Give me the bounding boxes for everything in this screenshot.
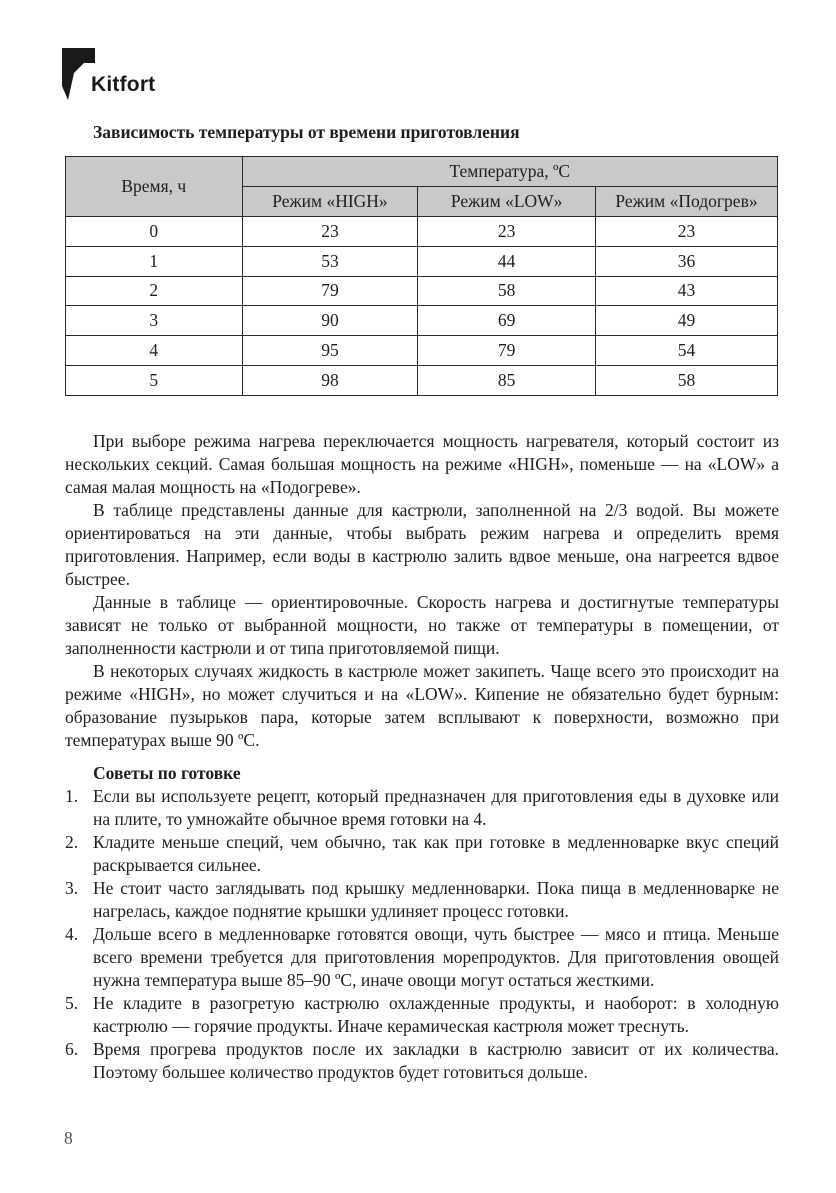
paragraph: При выборе режима нагрева переключается мощность нагревателя, который состоит из нескольких секций. Самая большая мощность на режиме «HIGH», поменьше — на «LOW» а самая малая мощность на «Подогреве». (65, 431, 779, 497)
table-cell: 95 (242, 336, 418, 366)
list-item (65, 831, 779, 877)
table-cell: 98 (242, 365, 418, 395)
list-text: Время прогрева продуктов после их закладки в кастрюлю зависит от их количества. Поэтому большее количество продуктов будет готовиться дольше. (93, 1039, 779, 1082)
table-row (66, 276, 778, 306)
list-item (65, 1038, 779, 1084)
list-number: 5. (65, 993, 79, 1013)
brand-logo (62, 48, 202, 100)
table-cell: 5 (66, 365, 243, 395)
brand-name: Kitfort (91, 73, 156, 96)
list-item (65, 877, 779, 923)
table-cell: 36 (596, 246, 778, 276)
table-row (66, 306, 778, 336)
tips-list (65, 785, 779, 1084)
table-cell: 53 (242, 246, 418, 276)
table-row (66, 217, 778, 247)
table-cell: 0 (66, 217, 243, 247)
list-item (65, 992, 779, 1038)
list-text: Дольше всего в медленноварке готовятся овощи, чуть быстрее — мясо и птица. Меньше всего времени требуется для приготовления морепродуктов. Для приготовления овощей нужна температура выше 85–90 ºС, иначе овощи могут остаться жесткими. (93, 924, 779, 990)
table-cell: 90 (242, 306, 418, 336)
table-cell: 79 (418, 336, 596, 366)
table-cell: 23 (418, 217, 596, 247)
list-text: Кладите меньше специй, чем обычно, так как при готовке в медленноварке вкус специй раскрывается сильнее. (93, 832, 779, 875)
table-cell: 85 (418, 365, 596, 395)
body-text (65, 430, 779, 752)
paragraph: В таблице представлены данные для кастрюли, заполненной на 2/3 водой. Вы можете ориентироваться на эти данные, чтобы выбрать режим нагрева и определить время приготовления. Например, если воды в кастрюлю залить вдвое меньше, она нагреется вдвое быстрее. (65, 500, 779, 589)
paragraph: В некоторых случаях жидкость в кастрюле может закипеть. Чаще всего это происходит на режиме «HIGH», но может случиться и на «LOW». Кипение не обязательно будет бурным: образование пузырьков пара, которые затем всплывают к поверхности, возможно при температурах выше 90 ºС. (65, 661, 779, 750)
table-cell: 54 (596, 336, 778, 366)
list-item (65, 785, 779, 831)
temperature-column-header: Температура, ºС (242, 157, 777, 187)
table-cell: 23 (242, 217, 418, 247)
time-column-header: Время, ч (66, 157, 243, 217)
table-cell: 23 (596, 217, 778, 247)
table-cell: 69 (418, 306, 596, 336)
table-cell: 2 (66, 276, 243, 306)
temperature-table (65, 156, 778, 396)
mode-header-low: Режим «LOW» (418, 187, 596, 217)
table-cell: 44 (418, 246, 596, 276)
list-item (65, 923, 779, 992)
list-number: 1. (65, 786, 79, 806)
table-cell: 3 (66, 306, 243, 336)
table-row (66, 365, 778, 395)
list-text: Если вы используете рецепт, который предназначен для приготовления еды в духовке или на плите, то умножайте обычное время готовки на 4. (93, 786, 779, 829)
mode-header-high: Режим «HIGH» (242, 187, 418, 217)
table-row (66, 336, 778, 366)
table-row (66, 246, 778, 276)
table-cell: 43 (596, 276, 778, 306)
table-cell: 79 (242, 276, 418, 306)
table-title: Зависимость температуры от времени приготовления (93, 122, 520, 142)
table-cell: 58 (418, 276, 596, 306)
list-text: Не стоит часто заглядывать под крышку медленноварки. Пока пища в медленноварке не нагрелась, каждое поднятие крышки удлиняет процесс готовки. (93, 878, 779, 921)
table-cell: 1 (66, 246, 243, 276)
page-number: 8 (64, 1128, 73, 1148)
paragraph: Данные в таблице — ориентировочные. Скорость нагрева и достигнутые температуры зависят не только от выбранной мощности, но также от температуры в помещении, от заполненности кастрюли и от типа приготовляемой пищи. (65, 592, 779, 658)
list-number: 2. (65, 832, 79, 852)
mode-header-warm: Режим «Подогрев» (596, 187, 778, 217)
list-number: 6. (65, 1039, 79, 1059)
table-cell: 49 (596, 306, 778, 336)
list-number: 3. (65, 878, 79, 898)
table-cell: 4 (66, 336, 243, 366)
list-number: 4. (65, 924, 79, 944)
tips-title: Советы по готовке (93, 763, 241, 783)
table-cell: 58 (596, 365, 778, 395)
list-text: Не кладите в разогретую кастрюлю охлажденные продукты, и наоборот: в холодную кастрюлю — горячие продукты. Иначе керамическая кастрюля может треснуть. (93, 993, 779, 1036)
